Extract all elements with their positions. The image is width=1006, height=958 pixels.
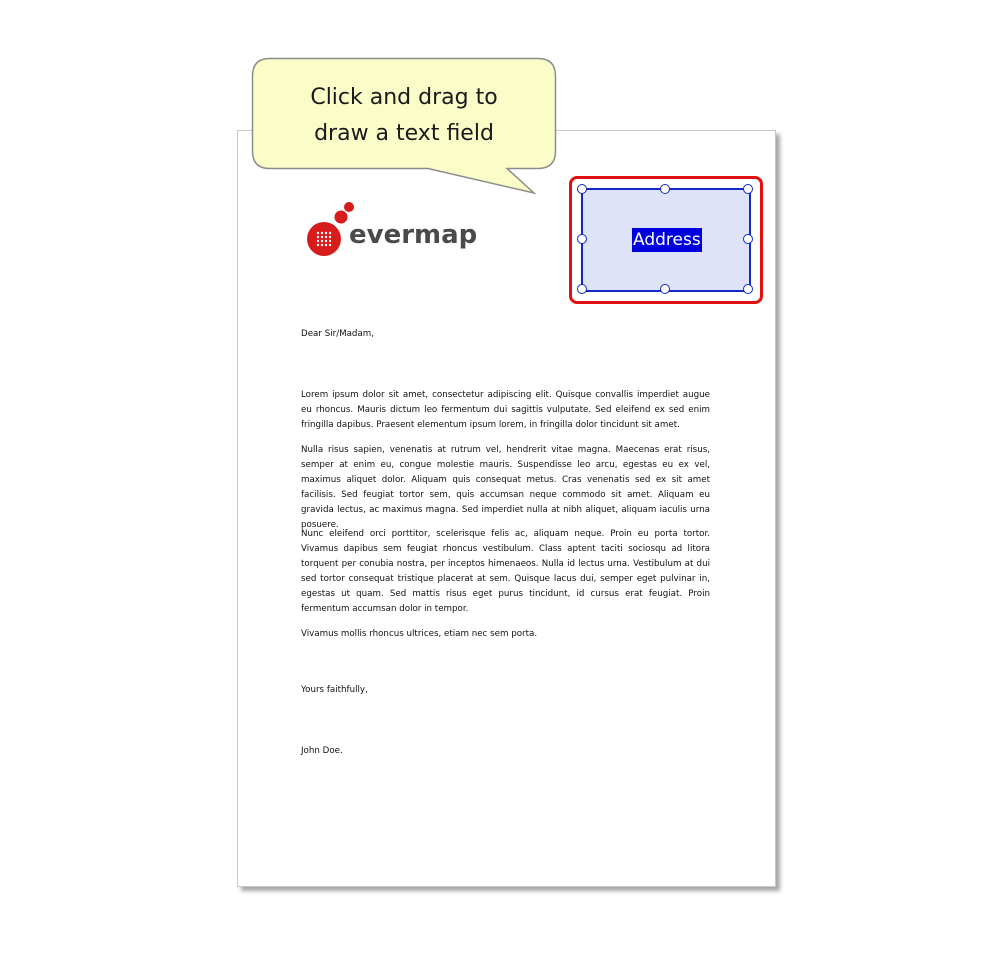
letter-signature: John Doe. — [301, 746, 343, 756]
letter-closing: Yours faithfully, — [301, 685, 368, 695]
letter-paragraph-4: Vivamus mollis rhoncus ultrices, etiam nec sem porta. — [301, 629, 538, 639]
letter-paragraph-2: Nulla risus sapien, venenatis at rutrum vel, hendrerit vitae magna. Maecenas erat risus, semper at enim eu, congue molestie mauris. Suspendisse leo arcu, egestas eu ex vel, maximus aliquet dolor. Aliquam quis consequat metus. Cras venenatis sed ex sit amet facilisis. Sed feugiat tortor sem, quis accumsan neque commodo sit amet. Aliquam eu gravida lectus, ac maximus magna. Sed imperdiet nulla at nibh aliquet, aliquam iaculis urna posuere. — [301, 445, 710, 530]
callout-line-2: draw a text field — [314, 121, 494, 146]
text-field-label[interactable]: Address — [633, 230, 701, 250]
resize-handle-middle-right[interactable] — [743, 234, 753, 244]
resize-handle-top-center[interactable] — [660, 184, 670, 194]
resize-handle-bottom-center[interactable] — [660, 284, 670, 294]
evermap-logo — [306, 202, 481, 260]
resize-handle-top-left[interactable] — [577, 184, 587, 194]
letter-paragraph-1: Lorem ipsum dolor sit amet, consectetur adipiscing elit. Quisque convallis imperdiet augue eu rhoncus. Mauris dictum leo fermentum dui sagittis vulputate. Sed eleifend ex sed enim fringilla dapibus. Praesent elementum ipsum lorem, in fringilla dolor tincidunt sit amet. — [301, 390, 710, 430]
resize-handle-top-right[interactable] — [743, 184, 753, 194]
logo-wordmark: evermap — [349, 220, 478, 250]
instruction-callout — [252, 58, 556, 168]
callout-line-1: Click and drag to — [310, 85, 498, 110]
resize-handle-bottom-right[interactable] — [743, 284, 753, 294]
resize-handle-middle-left[interactable] — [577, 234, 587, 244]
letter-salutation: Dear Sir/Madam, — [301, 329, 374, 339]
callout-text — [252, 80, 556, 152]
resize-handle-bottom-left[interactable] — [577, 284, 587, 294]
letter-paragraph-3: Nunc eleifend orci porttitor, scelerisque felis ac, aliquam neque. Proin eu porta tortor. Vivamus dapibus sem feugiat rhoncus vestibulum. Class aptent taciti sociosqu ad litora torquent per conubia nostra, per inceptos himenaeos. Nulla id lectus urna. Vestibulum at dui sed tortor consequat tristique placerat at sem. Quisque lacus dui, semper eget pulvinar in, egestas ut quam. Sed mattis risus eget purus tincidunt, id cursus erat feugiat. Proin fermentum accumsan dolor in tempor. — [301, 529, 710, 614]
